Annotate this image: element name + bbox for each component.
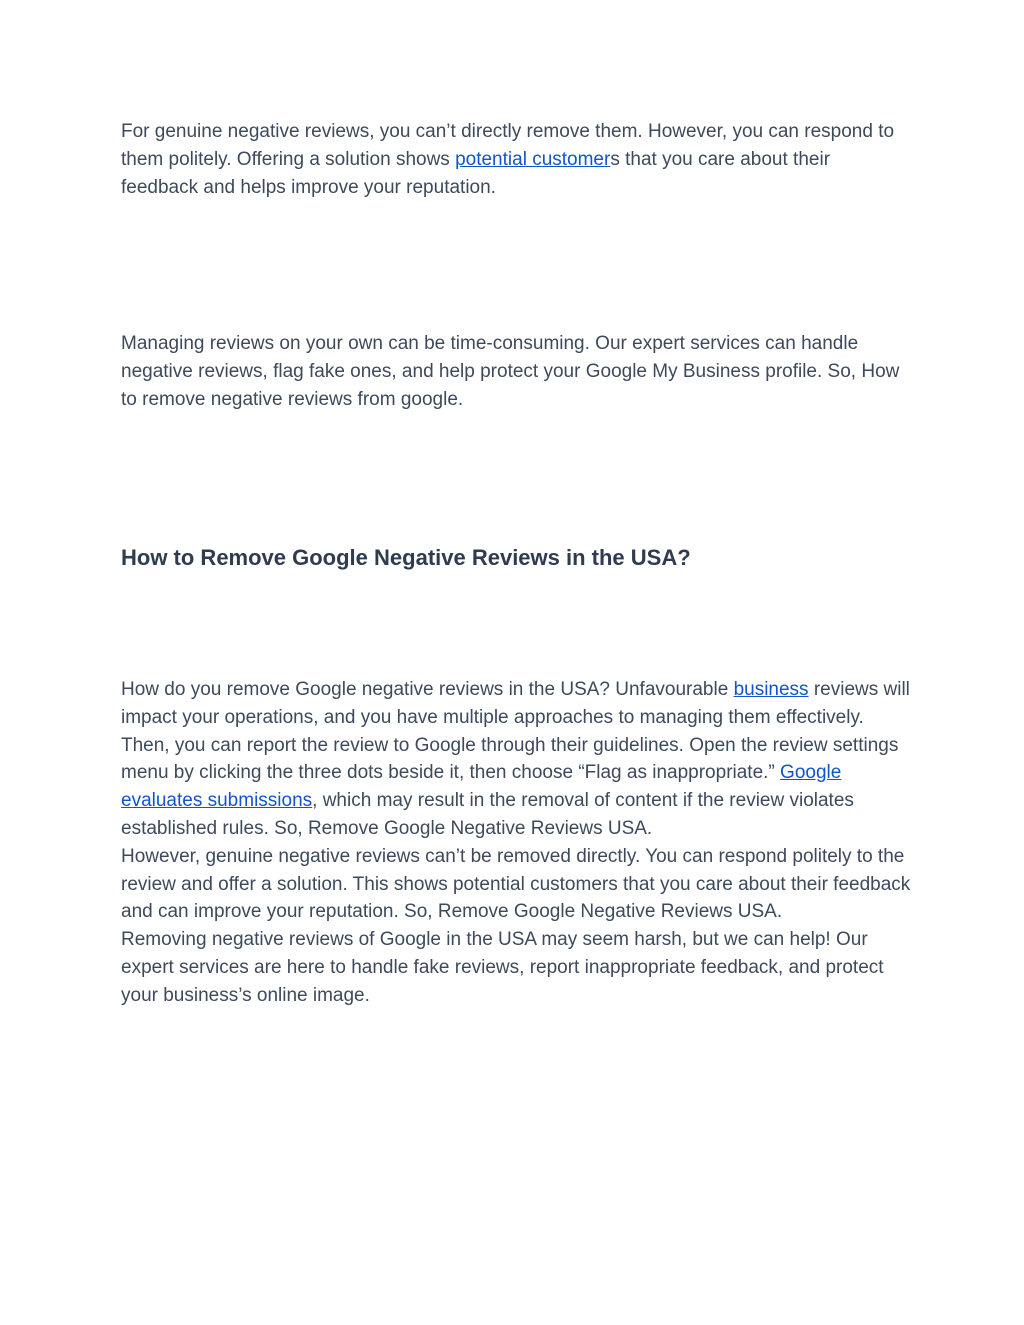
potential-customer-link[interactable]: potential customer (455, 148, 611, 170)
section-p1-text-before-link: How do you remove Google negative reviews in the USA? Unfavourable (121, 679, 734, 700)
section-p2-text: Then, you can report the review to Google through their guidelines. Open the review settings menu by clicking the three dots beside it, then choose “Flag as inappropriate.” (121, 734, 899, 784)
section-heading: How to Remove Google Negative Reviews in the USA? (121, 545, 691, 570)
section-paragraph-4: Removing negative reviews of Google in the USA may seem harsh, but we can help! Our expert services are here to handle fake reviews, report inappropriate feedback, and protect your business’s online image. (121, 929, 884, 1006)
section-p1-text-after-link: reviews will impact your operations, and you have multiple approaches to managing them effectively. (121, 679, 910, 728)
section-paragraph-3: However, genuine negative reviews can’t be removed directly. You can respond politely to the review and offer a solution. This shows potential customers that you care about their feedback and can improve your reputation. So, Remove Google Negative Reviews USA. (121, 845, 911, 923)
intro-paragraph (121, 118, 911, 201)
section-body (121, 676, 911, 1010)
intro-text-after-link: s that you care about their feedback and helps improve your reputation. (121, 148, 831, 198)
section-paragraph-1 (121, 676, 911, 732)
managing-paragraph: Managing reviews on your own can be time-consuming. Our expert services can handle negative reviews, flag fake ones, and help protect your Google My Business profile. So, How to remove negative reviews from google. (121, 333, 900, 410)
business-link[interactable]: business (733, 679, 809, 700)
section-p2-text-after-link: , which may result in the removal of content if the review violates established rules. So, Remove Google Negative Reviews USA. (121, 790, 854, 839)
section-paragraph-2 (121, 732, 911, 843)
google-evaluates-submissions-link[interactable]: Google evaluates submissions (121, 762, 842, 812)
intro-text-before-link: For genuine negative reviews, you can’t directly remove them. However, you can respond to them politely. Offering a solution shows (121, 121, 895, 170)
